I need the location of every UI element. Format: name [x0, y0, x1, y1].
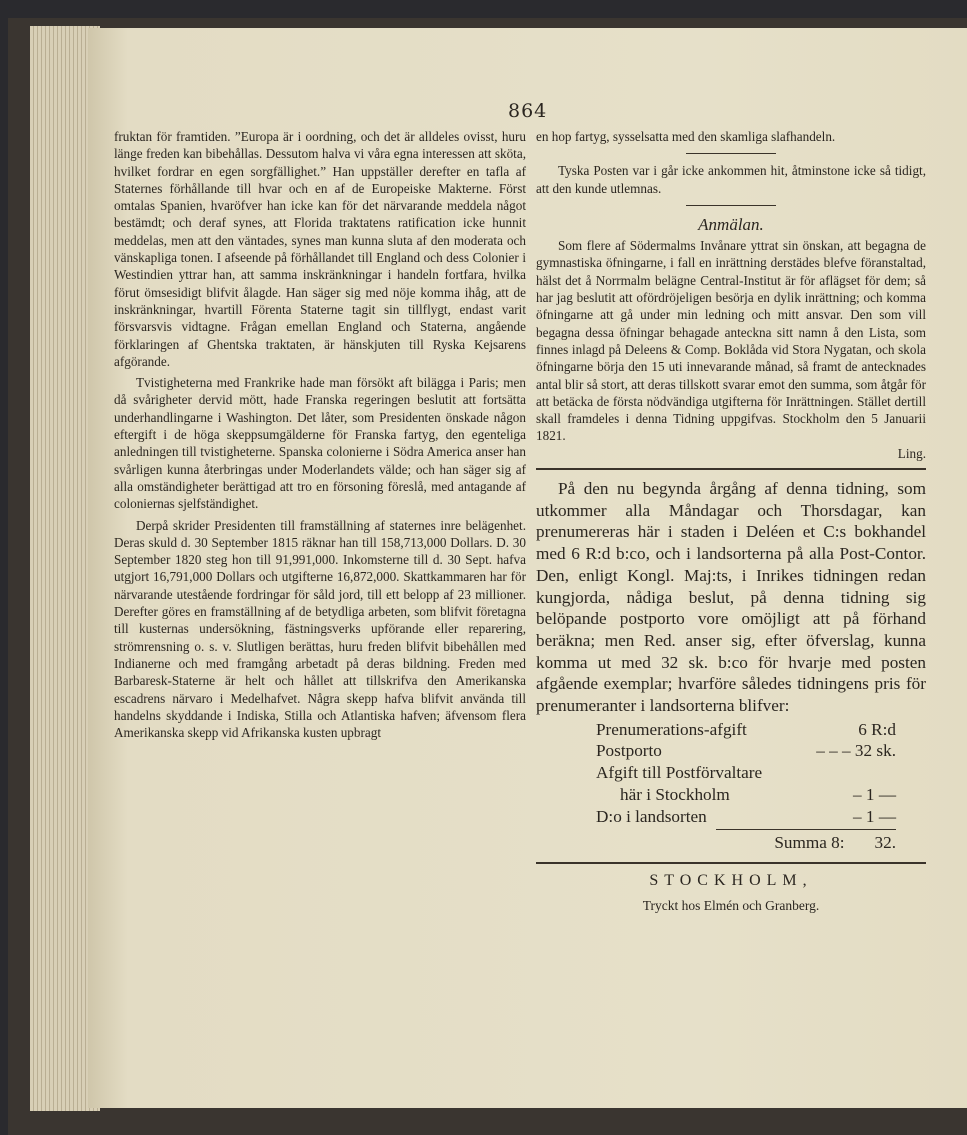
- imprint: [536, 872, 926, 915]
- post-notice: Tyska Posten var i går icke ankommen hit, åtminstone icke så tidigt, att den kunde utlemnas.: [536, 163, 926, 196]
- fee-row: [596, 719, 896, 741]
- fee-value: – – – 32 sk.: [816, 741, 896, 761]
- divider: [686, 153, 776, 154]
- fee-total-label: Summa 8:: [774, 833, 845, 853]
- fee-table: [596, 719, 896, 854]
- fee-row: [596, 806, 896, 828]
- fee-total-row: [596, 832, 896, 854]
- fee-label: här i Stockholm: [620, 784, 730, 804]
- fee-row: [596, 784, 896, 806]
- fee-label: D:o i landsorten: [596, 806, 707, 826]
- left-column: [114, 128, 526, 741]
- announcement-heading: Anmälan.: [698, 214, 764, 234]
- fee-row: [596, 762, 896, 784]
- fee-value: 6 R:d: [858, 719, 896, 739]
- subscription-text: På den nu begynda årgång af denna tidning, som utkommer alla Måndagar och Thorsdagar, kan prenumereras här i staden i Deléen et C:s bokhandel med 6 R:d b:co, och i landsorterna på alla Post-Contor. Den, enligt Kongl. Maj:ts, i Inrikes tidningen redan kungjorda, nådiga beslut, på denna tidning sig belöpande postporto vore omöjligt att på förhand beräkna; men Red. anser sig, efter öfverslag, kunna komma ut med 32 sk. b:co för hvarje med posten afgående exemplar; hvarföre således tidningens pris för prenumeranter i landsorterna blifver:: [536, 479, 926, 716]
- imprint-printer: Tryckt hos Elmén och Granberg.: [642, 898, 820, 914]
- fee-label: Prenumerations-afgift: [596, 719, 747, 739]
- fee-label: Postporto: [596, 741, 662, 761]
- section-divider: [536, 468, 926, 470]
- fee-value: [804, 762, 896, 784]
- fee-value: – 1 —: [853, 784, 896, 804]
- announcement-signature: Ling.: [897, 445, 926, 461]
- fee-label: Afgift till Postförvaltare: [596, 763, 763, 783]
- left-paragraph-2: Tvistigheterna med Frankrike hade man försökt aft bilägga i Paris; men då svårigheter dervid mött, hade Franska regeringen beslutit att fortsätta underhandlingarne i Washington. Det låter, som Presidenten önskade någon eftergift i de höga skeppsumgälderne för Franska fartyg, den egenteliga anledningen till tvistigheterne. Spanska colonierne i Södra America anser han svårligen kunna återbringas under Moderlandets välde; och han säger sig af alla omständigheter berättigad att tro en försoning föreslå, med antagande af coloniernas sjelfständighet.: [114, 375, 526, 512]
- section-divider: [536, 862, 926, 864]
- right-column: [536, 128, 926, 915]
- imprint-city: STOCKHOLM,: [649, 872, 813, 889]
- left-paragraph-3: Derpå skrider Presidenten till framställning af staternes inre belägenhet. Deras skuld d. 30 September 1815 räknar han till 158,713,000 Dollars. D. 30 September 1820 steg hon till 91,991,000. Inkomsterne till d. 30 Sept. hafva utgjort 16,791,000 Dollars och utgifterne 16,872,000. Skattkammaren har för närvarande utestående fordringar för såld jord, till ett belopp af 23 millioner. Derefter göres en framställning af de betydliga arbeten, som blifvit företagna till kusternas undersökning, fästningsverks upförande eller reparering, strömrensning o. s. v. Slutligen berättas, huru freden blifvit bibehållen med Indianerne och med framgång arbetadt på deras bildning. Freden med Barbaresk-Staterne är helt och hållet att tillskrifva den Amerikanska escadrens närvaro i Medelhafvet. Några skepp hafva blifvit använda till handelns skyddande i Indiska, Stilla och Atlantiska hafven; äfvensom flera Amerikanska skepp vid Afrikanska kusten upbragt: [114, 517, 526, 741]
- sum-rule: [716, 829, 896, 830]
- divider: [686, 205, 776, 206]
- left-paragraph-1: fruktan för framtiden. ”Europa är i oordning, och det är alldeles ovisst, huru länge freden kan bibehållas. Dessutom halva vi våra egna interessen att sköta, hvilket fordrar en egen sorgfällighet.” Han uppställer derefter en tafla af Staternes förhållande till hvar och en af de Europeiske Makterne. Först omtalas Spanien, hvaröfver han icke kan för det närvarande meddela något bestämdt; och deraf synes, att Florida traktatens ratification icke hunnit meddelas, men att den väntades, synes man kunna sluta af den moderata och vänskapliga tonen. I afseende på förhållandet till England och dess Colonier i Westindien yttrar han, att samma inskränkningar i handeln fortfara, hvilka förut ömsesidigt blifvit ålagde. Han säger sig med nöje komma ihåg, att de inskränkningar, hvartill Förenta Staterne tagit sin tillflygt, endast varit försvarsvis vidtagne. Frågan emellan England och Staterna, angående förklaringen af Ghentska traktaten, är hänskjuten till Ryska Kejsarens afgörande.: [114, 129, 526, 369]
- fee-row: [596, 740, 896, 762]
- fee-total-value: 32.: [874, 833, 896, 853]
- right-continuation: en hop fartyg, sysselsatta med den skamliga slafhandeln.: [536, 129, 836, 144]
- announcement-signature-row: [536, 445, 926, 462]
- newspaper-page: [88, 28, 967, 1108]
- announcement-text: Som flere af Södermalms Invånare yttrat sin önskan, att begagna de gymnastiska öfningarne, i fall en inrättning derstädes blefve föranstaltad, hälst det å Norrmalm belägne Central-Institut är för aflägset för dem; så har jag beslutit att ofördröjeligen besörja en dylik inrättning; och komma öfningarne att gå under min ledning och mitt ansvar. Den som vill begagna dessa öfningar behagade anteckna sitt namn å den Lista, som finnes inlagd på Deleens & Comp. Boklåda vid Stora Nygatan, och skola öfningarne börja den 15 uti innevarande månad, så framt de antecknades antal blir så stort, att deras tillskott svarar emot den summa, som åtgår för att betäcka de första nödvändiga utgifterna för Inrättningen. Stället dertill skall framdeles i denna Tidning uppgifvas. Stockholm den 5 Januarii 1821.: [536, 238, 926, 444]
- fee-value: – 1 —: [853, 806, 896, 826]
- page-number: 864: [508, 100, 548, 122]
